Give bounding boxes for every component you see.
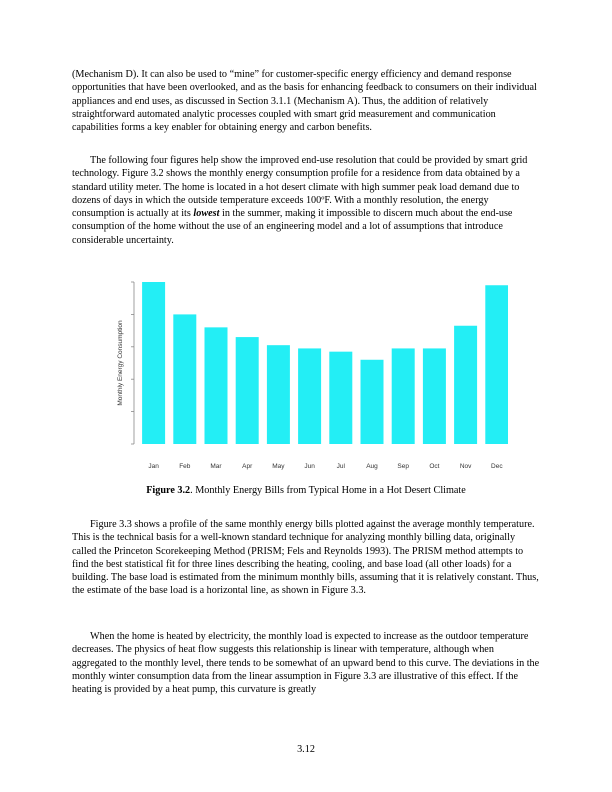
x-tick-label: Aug [366,463,378,470]
x-tick-label: Jan [148,463,159,470]
y-axis-label: Monthly Energy Consumption [117,320,124,406]
figure-label: Figure 3.2 [146,485,191,496]
paragraph-intro: (Mechanism D). It can also be used to “mine” for customer-specific energy efficiency and demand response opportunities that have been overlooked, and as the basis for enhancing feedback to consumers on their individual appliances and end uses, as discussed in Section 3.1.1 (Mechanism A). Thus, the addition of relatively straightforward automated analytic processes coupled with smart grid measurement and communication capabilities forms a key enabler for obtaining energy and carbon benefits. [72,69,537,134]
bar-dec [485,285,508,444]
x-tick-label: Apr [242,463,253,470]
bar-sep [392,348,415,444]
x-tick-label: Mar [210,463,222,470]
paragraph-heating: When the home is heated by electricity, the monthly load is expected to increase as the outdoor temperature decreases. The physics of heat flow suggests this relationship is linear with temperature, although when aggregated to the monthly level, there tends to be somewhat of an upward bend to this curve. The deviations in the monthly winter consumption data from the linear assumption in Figure 3.3 are illustrative of this effect. If the heating is provided by a heat pump, this curvature is greatly [72,631,540,696]
x-tick-label: Nov [459,463,472,470]
bar-mar [205,327,228,444]
paragraph-prism: Figure 3.3 shows a profile of the same monthly energy bills plotted against the average monthly temperature. This is the technical basis for a well-known standard technique for analyzing monthly billing data, originally called the Princeton Scorekeeping Method (PRISM; Fels and Reynolds 1993). The PRISM method attempts to find the best statistical fit for three lines describing the heating, cooling, and base load (all other loads) for a building. The base load is estimated from the minimum monthly bills, assuming that it is relatively constant. Thus, the estimate of the base load is a horizontal line, as shown in Figure 3.3. [72,519,539,597]
figure-caption [72,485,540,496]
x-tick-label: Jun [304,463,315,470]
x-tick-label: Oct [429,463,440,470]
x-tick-label: Feb [179,463,191,470]
bar-aug [361,360,384,444]
bar-jan [142,282,165,444]
page-number: 3.12 [297,744,315,755]
bar-apr [236,337,259,444]
monthly-energy-chart [108,272,508,477]
bar-nov [454,326,477,444]
bar-may [267,345,290,444]
emphasis-lowest: lowest [193,208,220,220]
x-tick-label: May [272,463,285,470]
paragraph-figure-intro-text-a: The following four figures help show the improved end-use resolution that could be provided by smart grid technology. Figure 3.2 shows the monthly energy consumption profile for a residence from data obtained by a standard utility meter. The home is located in a hot desert climate with high summer peak load demand due to dozens of days in which the outside temperature exceeds 100ºF. With a monthly resolution, the energy consumption is actually at its [72,155,528,220]
bar-feb [173,314,196,444]
x-tick-label: Sep [397,463,409,470]
paragraph-figure-intro-text-b: in the summer, making it impossible to discern much about the end-use consumption of the home without the use of an engineering model and a lot of assumptions that introduce considerable uncertainty. [72,208,513,246]
x-tick-label: Dec [491,463,503,470]
paragraph-figure-intro [72,154,540,247]
bar-jul [329,352,352,444]
figure-caption-text: . Monthly Energy Bills from Typical Home in a Hot Desert Climate [190,485,466,496]
bar-jun [298,348,321,444]
bar-oct [423,348,446,444]
x-tick-label: Jul [336,463,345,470]
